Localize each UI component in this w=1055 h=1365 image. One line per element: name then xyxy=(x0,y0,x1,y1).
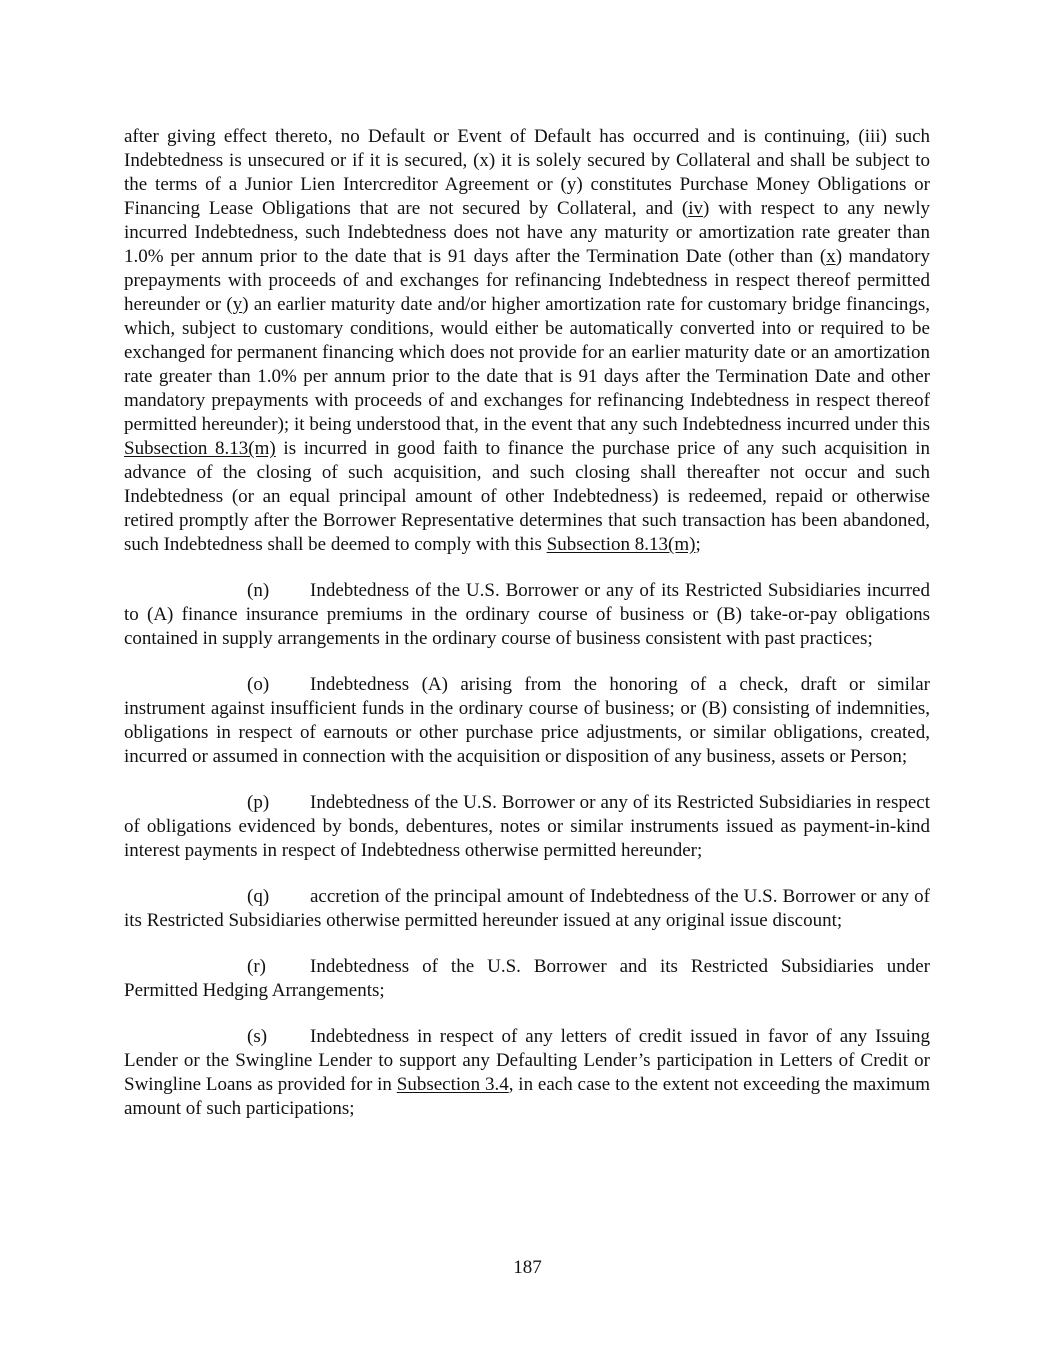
clause-text: Indebtedness of the U.S. Borrower or any of its Restricted Subsidiaries in respect of obligations evidenced by bonds, debentures, notes or similar instruments issued as payment-in-kind interest payments in respect of Indebtedness otherwise permitted hereunder; xyxy=(124,792,930,861)
text-run: is incurred in good faith to finance the purchase price of any such acquisition in advance of the closing of such acquisition, and such closing shall thereafter not occur and such Indebtedness (or an equal principal amount of other Indebtedness) is redeemed, repaid or otherwise retired promptly after the Borrower Representative determines that such transaction has been abandoned, such Indebtedness shall be deemed to comply with this xyxy=(124,438,930,555)
ref-iv: iv xyxy=(688,198,703,219)
clause-label: (r) xyxy=(247,956,266,977)
subsection-link[interactable]: Subsection 8.13(m) xyxy=(124,438,276,459)
continuation-paragraph xyxy=(124,125,930,557)
text-run: ; xyxy=(695,534,701,555)
clause-r xyxy=(124,955,930,1003)
subsection-link[interactable]: Subsection 8.13(m) xyxy=(546,534,696,555)
clause-o xyxy=(124,673,930,769)
clause-label: (o) xyxy=(247,674,270,695)
text-run: ) an earlier maturity date and/or higher amortization rate for customary bridge financings, which, subject to customary conditions, would either be automatically converted into or required to be exchanged for permanent financing which does not provide for an earlier maturity date or an amortization rate greater than 1.0% per annum prior to the date that is 91 days after the Termination Date and other mandatory prepayments with proceeds of and exchanges for refinancing Indebtedness in respect thereof permitted hereunder); it being understood that, in the event that any such Indebtedness incurred under this xyxy=(124,294,931,435)
clause-text: Indebtedness of the U.S. Borrower and its Restricted Subsidiaries under Permitted Hedging Arrangements; xyxy=(124,956,930,1001)
clause-q xyxy=(124,885,930,933)
clause-text: , in each case to the extent not exceeding the maximum amount of such participations; xyxy=(124,1074,930,1119)
clause-text: accretion of the principal amount of Indebtedness of the U.S. Borrower or any of its Restricted Subsidiaries otherwise permitted hereunder issued at any original issue discount; xyxy=(124,886,930,931)
clause-text: Indebtedness in respect of any letters of credit issued in favor of any Issuing Lender or the Swingline Lender to support any Defaulting Lender’s participation in Letters of Credit or Swingline Loans as provided for in xyxy=(124,1026,930,1095)
clause-label: (p) xyxy=(247,792,270,813)
clause-text: Indebtedness of the U.S. Borrower or any of its Restricted Subsidiaries incurred to (A) finance insurance premiums in the ordinary course of business or (B) take-or-pay obligations contained in supply arrangements in the ordinary course of business consistent with past practices; xyxy=(124,580,930,649)
clause-text: Indebtedness (A) arising from the honoring of a check, draft or similar instrument against insufficient funds in the ordinary course of business; or (B) consisting of indemnities, obligations in respect of earnouts or other purchase price adjustments, or similar obligations, created, incurred or assumed in connection with the acquisition or disposition of any business, assets or Person; xyxy=(124,674,930,767)
clause-label: (n) xyxy=(247,580,270,601)
document-page xyxy=(124,125,930,1143)
clause-n xyxy=(124,579,930,651)
clause-label: (q) xyxy=(247,886,270,907)
text-run: after giving effect thereto, no Default or Event of Default has occurred and is continuing, (iii) such Indebtedness is unsecured or if it is secured, (x) it is solely secured by Collateral and shall be subject to the terms of a Junior Lien Intercreditor Agreement or (y) constitutes Purchase Money Obligations or Financing Lease Obligations that are not secured by Collateral, and ( xyxy=(124,126,930,219)
text-run: ) mandatory prepayments with proceeds of and exchanges for refinancing Indebtedness in respect thereof permitted hereunder or ( xyxy=(124,246,931,315)
text-run: ) with respect to any newly incurred Indebtedness, such Indebtedness does not have any maturity or amortization rate greater than 1.0% per annum prior to the date that is 91 days after the Termination Date (other than ( xyxy=(124,198,930,267)
subsection-link[interactable]: Subsection 3.4 xyxy=(396,1074,509,1095)
page-number: 187 xyxy=(513,1257,542,1278)
ref-x: x xyxy=(826,246,836,267)
ref-y: y xyxy=(232,294,243,315)
clause-p xyxy=(124,791,930,863)
clause-s xyxy=(124,1025,930,1121)
clause-label: (s) xyxy=(247,1026,268,1047)
